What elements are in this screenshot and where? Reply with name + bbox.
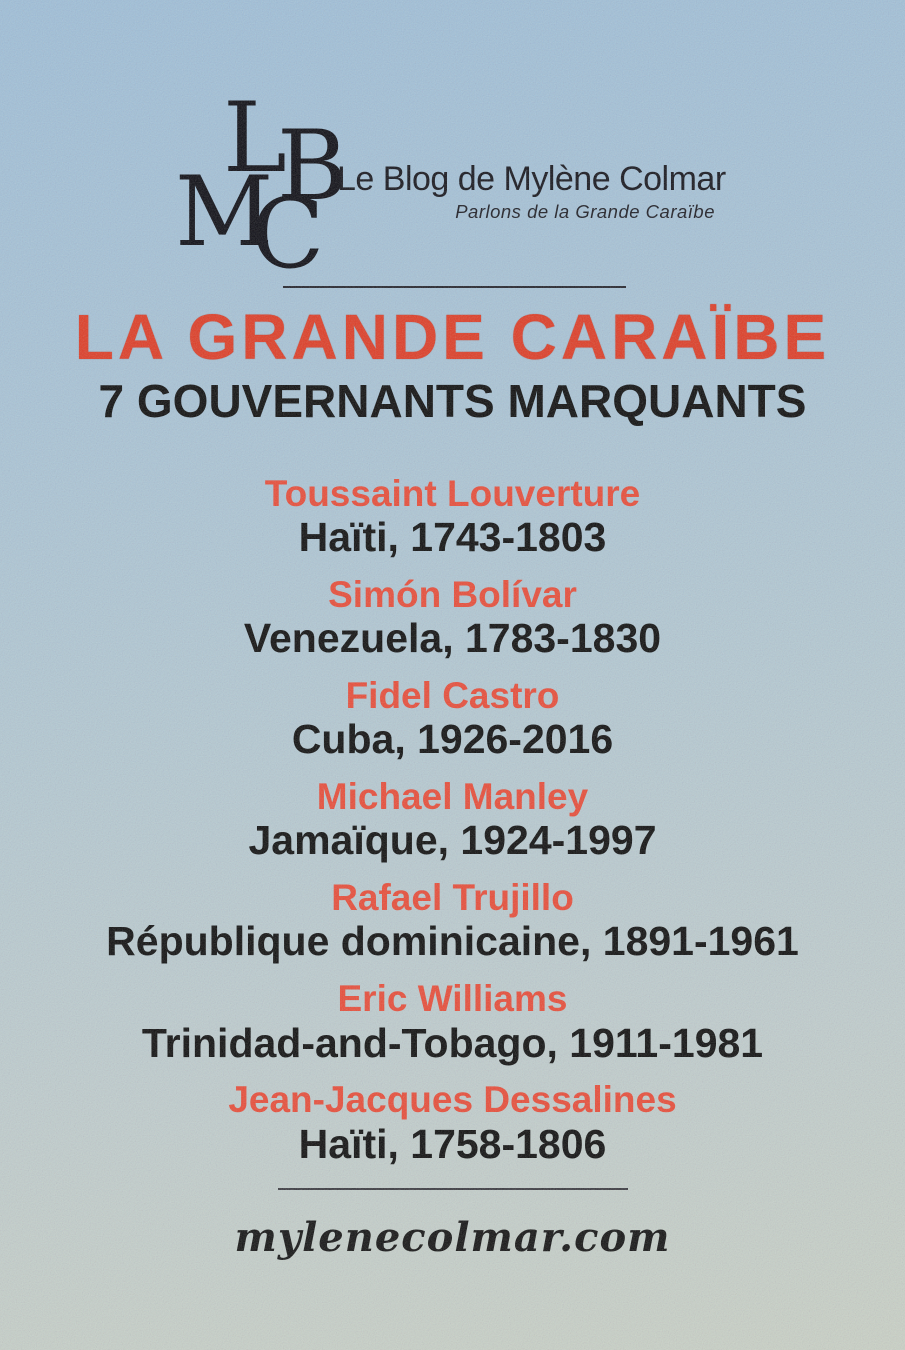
leader-name: Michael Manley bbox=[316, 776, 589, 818]
page-subtitle: 7 GOUVERNANTS MARQUANTS bbox=[98, 375, 807, 428]
leader-name: Rafael Trujillo bbox=[331, 877, 574, 919]
list-item bbox=[0, 877, 905, 965]
leader-name: Simón Bolívar bbox=[328, 574, 577, 616]
page-title: LA GRANDE CARAÏBE bbox=[74, 301, 831, 373]
leaders-list bbox=[0, 473, 905, 1168]
header-divider-line bbox=[283, 286, 626, 288]
list-item bbox=[0, 978, 905, 1066]
leader-name: Jean-Jacques Dessalines bbox=[228, 1079, 677, 1121]
leader-detail: Haïti, 1743-1803 bbox=[298, 514, 607, 561]
list-item bbox=[0, 1079, 905, 1167]
leader-detail: Jamaïque, 1924-1997 bbox=[248, 817, 657, 864]
leader-detail: République dominicaine, 1891-1961 bbox=[106, 918, 799, 965]
leader-name: Eric Williams bbox=[337, 978, 568, 1020]
leader-detail: Trinidad-and-Tobago, 1911-1981 bbox=[141, 1019, 764, 1066]
blog-tagline: Parlons de la Grande Caraïbe bbox=[455, 201, 715, 222]
monogram-letter-m: M bbox=[175, 156, 274, 268]
list-item bbox=[0, 574, 905, 662]
footer-divider-line bbox=[278, 1188, 628, 1190]
leader-name: Fidel Castro bbox=[345, 675, 560, 717]
list-item bbox=[0, 473, 905, 561]
list-item bbox=[0, 776, 905, 864]
monogram-letter-l: L bbox=[223, 82, 287, 194]
blog-name: Le Blog de Mylène Colmar bbox=[337, 160, 726, 198]
logo-header bbox=[0, 0, 905, 300]
monogram-letter-b: B bbox=[277, 110, 348, 222]
monogram-letter-c: C bbox=[251, 178, 325, 290]
list-item bbox=[0, 675, 905, 763]
leader-detail: Haïti, 1758-1806 bbox=[298, 1120, 607, 1167]
website-url: mylenecolmar.com bbox=[234, 1213, 671, 1261]
leader-name: Toussaint Louverture bbox=[264, 472, 641, 514]
leader-detail: Cuba, 1926-2016 bbox=[291, 716, 614, 763]
leader-detail: Venezuela, 1783-1830 bbox=[243, 615, 662, 662]
lbmc-monogram-logo bbox=[175, 82, 348, 290]
